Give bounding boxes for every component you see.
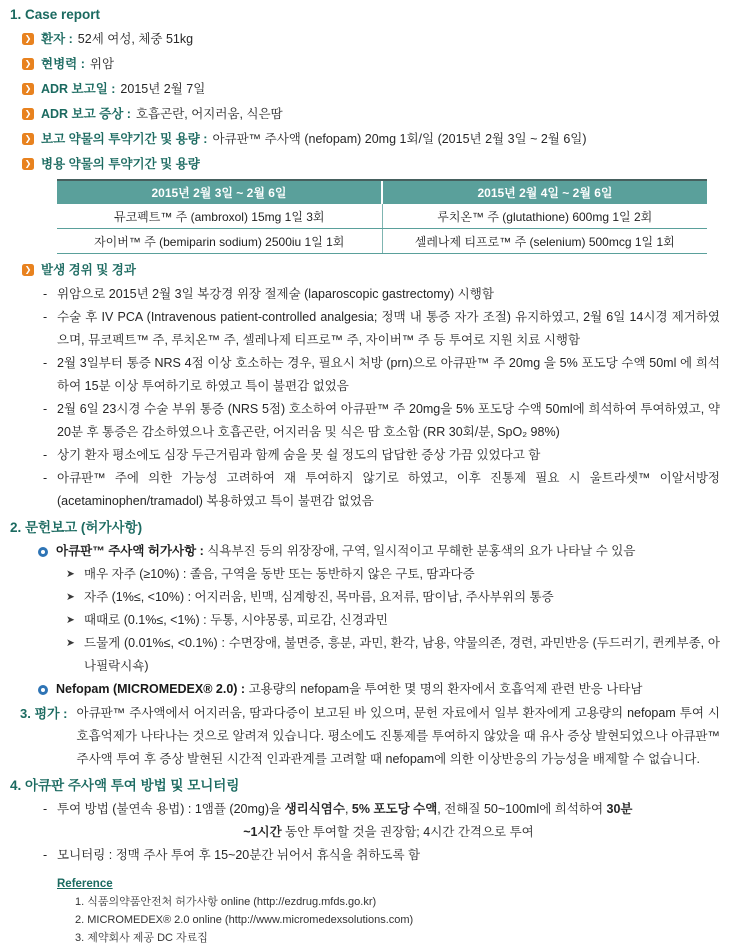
section-2-title: 2. 문헌보고 (허가사항) [10, 520, 143, 535]
dose-text-line2: ~1시간 동안 투여할 것을 권장함; 4시간 간격으로 투여 [243, 825, 534, 839]
reference-item: 1. 식품의약품안전처 허가사항 online (http://ezdrug.mfds.go.kr) [75, 896, 377, 908]
course-item: - 아큐판™ 주에 의한 가능성 고려하여 재 투여하지 않기로 하였고, 이후 진통제 필요 시 울트라셋™ 이알서방정 (acetaminophen/tramadol) 복용하였고 특이 불편감 없었음 [43, 467, 720, 513]
dash-marker: - [43, 310, 48, 324]
bullet-arrow-icon: ❯ [22, 158, 34, 170]
field-label: ADR 보고일 : [41, 82, 116, 96]
frequency-item: ➤ 매우 자주 (≥10%) : 졸음, 구역을 동반 또는 동반하지 않은 구토, 땀과다증 [66, 563, 720, 586]
dose-method-item: - 투여 방법 (불연속 용법) : 1앰플 (20mg)을 생리식염수, 5% 포도당 수액, 전해질 50~100ml에 희석하여 30분 ~1시간 동안 투여할 것을 권장함; 4시간 간격으로 투여 [43, 798, 720, 844]
table-row [57, 229, 707, 254]
dash-marker: - [43, 848, 48, 862]
arrow-bullet-icon: ➤ [66, 637, 75, 649]
concomitant-drugs-table [57, 179, 707, 254]
frequency-item: ➤ 드물게 (0.01%≤, <0.1%) : 수면장애, 불면증, 흥분, 과민, 환각, 남용, 약물의존, 경련, 과민반응 (두드러기, 퀸케부종, 아나필락시쇽) [66, 632, 720, 678]
bullet-arrow-icon: ❯ [22, 133, 34, 145]
reference-item: 2. MICROMEDEX® 2.0 online (http://www.micromedexsolutions.com) [75, 914, 414, 926]
dash-marker: - [43, 356, 48, 370]
course-item: - 위암으로 2015년 2월 3일 복강경 위장 절제술 (laparoscopic gastrectomy) 시행함 [43, 283, 720, 306]
field-label: 발생 경위 및 경과 [41, 263, 136, 277]
label-info-item [38, 540, 720, 563]
evaluation-paragraph: 아큐판™ 주사액에서 어지러움, 땀과다증이 보고된 바 있으며, 문헌 자료에서 일부 환자에게 고용량의 nefopam 투여 시 호흡억제가 나타나는 것으로 알려져 있습니다. 평소에도 진통제를 투여하지 않았을 때 유사 증상 발현되었으나 아큐판™ 주사액 투여 후 증상 발현된 시간적 인과관계를 고려할 때 nefopam에 의한 이상반응의 가능성을 배제할 수 없습니다. [76, 706, 720, 766]
field-label: 환자 : [41, 32, 73, 46]
course-item: - 상기 환자 평소에도 심장 두근거림과 함께 숨을 못 쉴 정도의 답답한 증상 가끔 있었다고 함 [43, 444, 720, 467]
field-label: 현병력 : [41, 57, 85, 71]
evaluation-label: 3. 평가 : [20, 706, 68, 721]
reference-item: 3. 제약회사 제공 DC 자료집 [75, 932, 208, 944]
course-item: - 2월 3일부터 통증 NRS 4점 이상 호소하는 경우, 필요시 처방 (prn)으로 아큐판™ 주 20mg 을 5% 포도당 수액 50ml 에 희석하여 15분 이상 투여하기로 하였고 특이 불편감 없었음 [43, 352, 720, 398]
field-value: 52세 여성, 체중 51kg [77, 32, 194, 46]
label-info-lead: 아큐판™ 주사액 허가사항 : [56, 544, 204, 558]
field-label: ADR 보고 증상 : [41, 107, 131, 121]
section-1-title: 1. Case report [10, 7, 101, 22]
field-value: 위암 [89, 57, 115, 71]
reference-section [57, 876, 720, 947]
field-adr-report-date [22, 77, 720, 102]
dash-marker: - [43, 448, 48, 462]
table-cell: 뮤코펙트™ 주 (ambroxol) 15mg 1일 3회 [57, 204, 382, 229]
dash-marker: - [43, 402, 48, 416]
section-4-title: 4. 아큐판 주사액 투여 방법 및 모니터링 [10, 778, 240, 793]
field-course [22, 258, 720, 283]
frequency-item: ➤ 때때로 (0.1%≤, <1%) : 두통, 시야몽롱, 피로감, 신경과민 [66, 609, 720, 632]
dose-bold-dextrose: 5% 포도당 수액 [351, 802, 438, 816]
table-cell: 셀레나제 티프로™ 주 (selenium) 500mcg 1일 1회 [382, 229, 707, 254]
circle-bullet-icon [38, 685, 48, 695]
monitoring-item: - 모니터링 : 정맥 주사 투여 후 15~20분간 뉘어서 휴식을 취하도록 함 [43, 844, 720, 867]
field-concomitant-drugs [22, 152, 720, 177]
dose-bold-duration: 30분 [606, 802, 633, 816]
dose-bold-saline: 생리식염수 [284, 802, 345, 816]
micromedex-text: 고용량의 nefopam을 투여한 몇 명의 환자에서 호흡억제 관련 반응 나타남 [248, 682, 643, 696]
field-history [22, 52, 720, 77]
bullet-arrow-icon: ❯ [22, 58, 34, 70]
table-header-period-1: 2015년 2월 3일 ~ 2월 6일 [57, 180, 382, 204]
circle-bullet-icon [38, 547, 48, 557]
dash-marker: - [43, 802, 48, 816]
micromedex-lead: Nefopam (MICROMEDEX® 2.0) : [56, 682, 246, 696]
field-label: 보고 약물의 투약기간 및 용량 : [41, 132, 208, 146]
arrow-bullet-icon: ➤ [66, 614, 75, 626]
bullet-arrow-icon: ❯ [22, 264, 34, 276]
frequency-item: ➤ 자주 (1%≤, <10%) : 어지러움, 빈맥, 심계항진, 목마름, 요저류, 땀이남, 주사부위의 통증 [66, 586, 720, 609]
course-item: - 수술 후 IV PCA (Intravenous patient-controlled analgesia; 정맥 내 통증 자가 조절) 유지하였고, 2월 6일 14시경 제거하였으며, 뮤코펙트™ 주, 루치온™ 주, 셀레나제 티프로™ 주, 자이버™ 주 등 투여로 지원 치료 시행함 [43, 306, 720, 352]
table-row [57, 204, 707, 229]
bullet-arrow-icon: ❯ [22, 108, 34, 120]
arrow-bullet-icon: ➤ [66, 568, 75, 580]
table-cell: 루치온™ 주 (glutathione) 600mg 1일 2회 [382, 204, 707, 229]
bullet-arrow-icon: ❯ [22, 83, 34, 95]
table-header-row [57, 180, 707, 204]
dash-marker: - [43, 287, 48, 301]
field-value: 호흡곤란, 어지러움, 식은땀 [135, 107, 283, 121]
field-reported-drug [22, 127, 720, 152]
arrow-bullet-icon: ➤ [66, 591, 75, 603]
course-item: - 2월 6일 23시경 수술 부위 통증 (NRS 5점) 호소하여 아큐판™ 주 20mg을 5% 포도당 수액 50ml에 희석하여 투여하였고, 약 20분 후 통증은 감소하였으나 호흡곤란, 어지러움 및 식은 땀 호소함 (RR 30회/분, SpO₂ 98%) [43, 398, 720, 444]
field-value: 2015년 2월 7일 [120, 82, 206, 96]
micromedex-item [38, 678, 720, 701]
field-adr-symptoms [22, 102, 720, 127]
table-header-period-2: 2015년 2월 4일 ~ 2월 6일 [382, 180, 707, 204]
table-cell: 자이버™ 주 (bemiparin sodium) 2500iu 1일 1회 [57, 229, 382, 254]
dash-marker: - [43, 471, 48, 485]
field-patient [22, 27, 720, 52]
label-info-text: 식욕부진 등의 위장장애, 구역, 일시적이고 무해한 분홍색의 요가 나타날 수 있음 [207, 544, 636, 558]
evaluation-section [20, 702, 720, 771]
reference-title: Reference [57, 878, 113, 890]
bullet-arrow-icon: ❯ [22, 33, 34, 45]
dose-text: 투여 방법 (불연속 용법) : 1앰플 (20mg)을 [57, 802, 285, 816]
field-value: 아큐판™ 주사액 (nefopam) 20mg 1회/일 (2015년 2월 3일 ~ 2월 6일) [212, 132, 587, 146]
field-label: 병용 약물의 투약기간 및 용량 [41, 157, 200, 171]
